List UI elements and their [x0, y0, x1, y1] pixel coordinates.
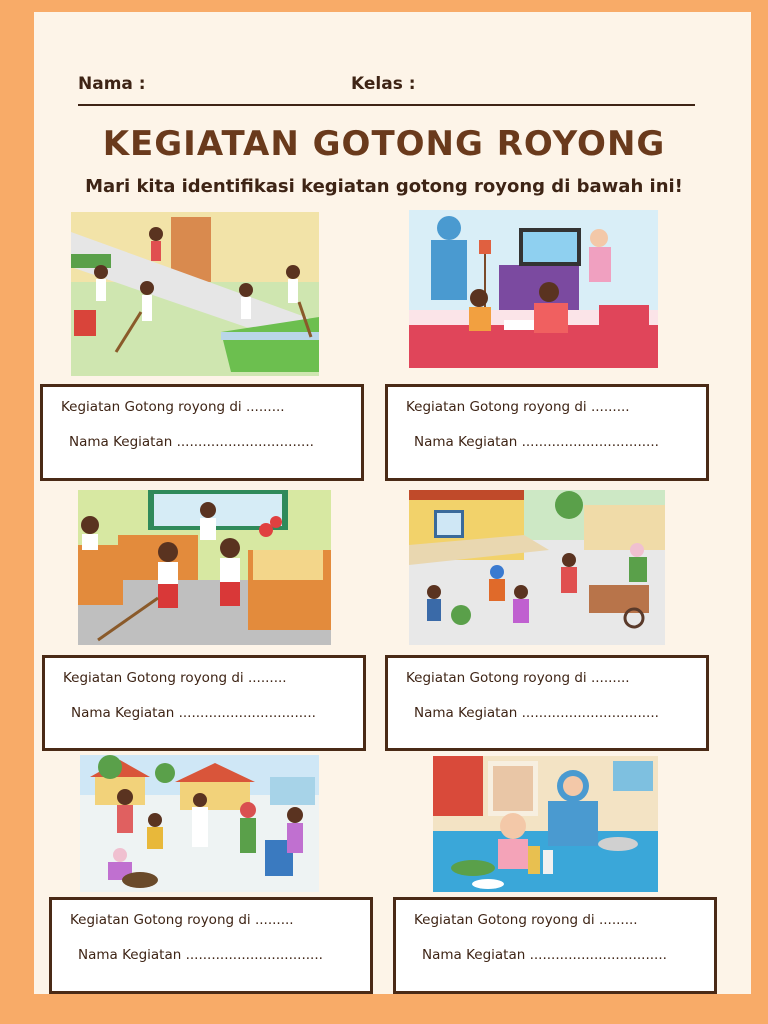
illustration-classroom — [78, 490, 331, 645]
page-title: KEGIATAN GOTONG ROYONG — [102, 124, 666, 164]
answer-box — [393, 897, 717, 994]
answer-activity-line[interactable]: Nama Kegiatan ................................ — [69, 434, 314, 450]
answer-location-line[interactable]: Kegiatan Gotong royong di ......... — [406, 399, 630, 415]
answer-activity-line[interactable]: Nama Kegiatan ................................ — [78, 947, 323, 963]
answer-activity-line[interactable]: Nama Kegiatan ................................ — [422, 947, 667, 963]
illustration-living-room — [409, 210, 658, 368]
answer-location-line[interactable]: Kegiatan Gotong royong di ......... — [406, 670, 630, 686]
answer-location-line[interactable]: Kegiatan Gotong royong di ......... — [70, 912, 294, 928]
answer-box — [385, 384, 709, 481]
name-label: Nama : — [78, 74, 146, 94]
answer-box — [49, 897, 373, 994]
answer-location-line[interactable]: Kegiatan Gotong royong di ......... — [414, 912, 638, 928]
illustration-school-yard — [71, 212, 319, 376]
answer-activity-line[interactable]: Nama Kegiatan ................................ — [414, 705, 659, 721]
illustration-community-cleanup — [80, 755, 319, 892]
illustration-kitchen — [433, 756, 658, 892]
header-underline — [78, 104, 695, 106]
page-subtitle: Mari kita identifikasi kegiatan gotong royong di bawah ini! — [85, 176, 683, 197]
answer-activity-line[interactable]: Nama Kegiatan ................................ — [414, 434, 659, 450]
answer-box — [40, 384, 364, 481]
answer-box — [42, 655, 366, 751]
answer-location-line[interactable]: Kegiatan Gotong royong di ......... — [63, 670, 287, 686]
illustration-neighborhood — [409, 490, 665, 645]
answer-box — [385, 655, 709, 751]
answer-location-line[interactable]: Kegiatan Gotong royong di ......... — [61, 399, 285, 415]
class-label: Kelas : — [351, 74, 416, 94]
answer-activity-line[interactable]: Nama Kegiatan ................................ — [71, 705, 316, 721]
